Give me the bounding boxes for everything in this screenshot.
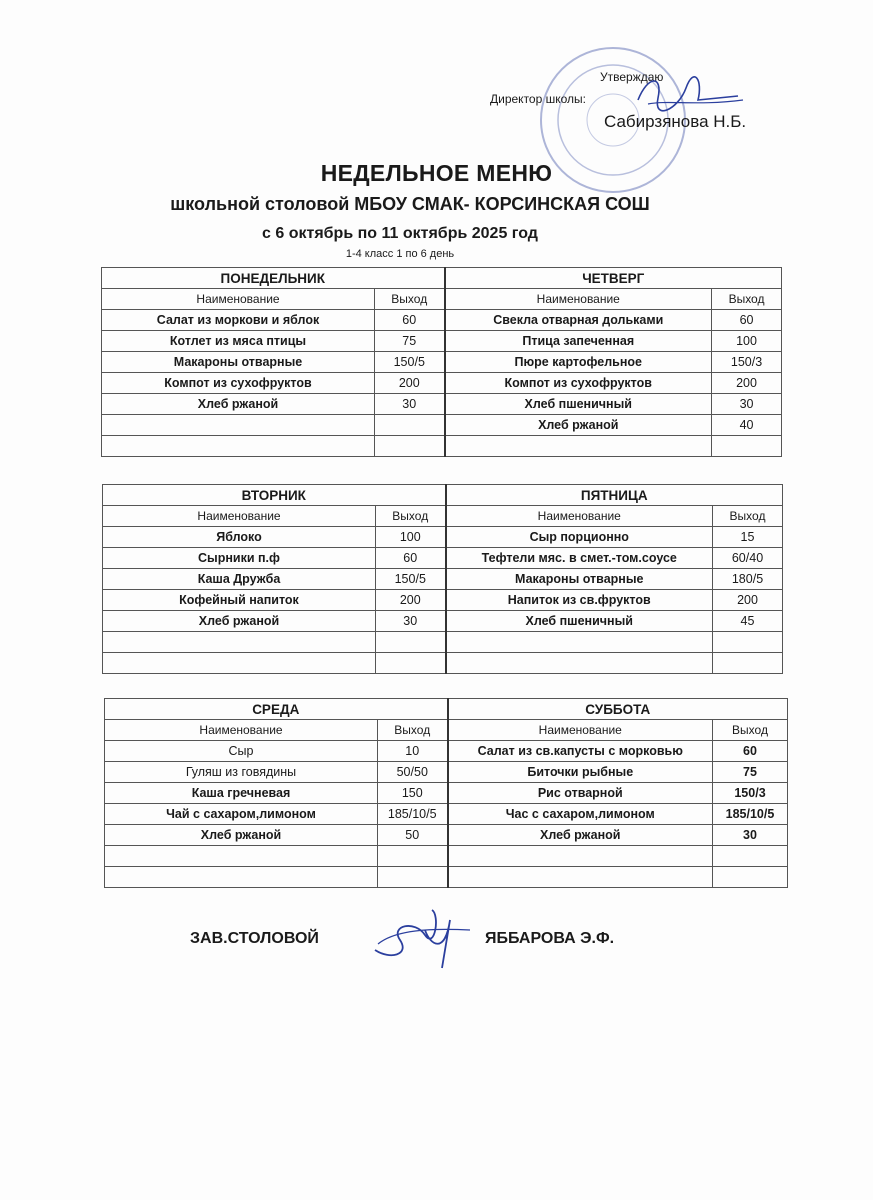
day-header-row (105, 699, 788, 720)
dish-output-cell: 60 (713, 741, 788, 762)
dish-name-cell (105, 867, 378, 888)
dish-name-cell (105, 846, 378, 867)
dish-output-cell: 150 (378, 783, 448, 804)
dish-name-cell: Рис отварной (448, 783, 713, 804)
dish-output-cell: 50 (378, 825, 448, 846)
dish-name-cell: Салат из моркови и яблок (102, 310, 375, 331)
dish-name-cell (448, 846, 713, 867)
menu-table-wed-sat (104, 698, 788, 888)
dish-output-cell: 30 (376, 611, 446, 632)
column-output-header: Выход (713, 720, 788, 741)
dish-output-cell: 150/3 (713, 783, 788, 804)
menu-table-mon-thu (101, 267, 782, 457)
dish-name-cell: Тефтели мяс. в смет.-том.соусе (446, 548, 713, 569)
day-left: СРЕДА (105, 699, 448, 720)
dish-output-cell: 60 (375, 310, 445, 331)
day-right: СУББОТА (448, 699, 788, 720)
dish-output-cell (713, 846, 788, 867)
dish-name-cell: Хлеб пшеничный (445, 394, 712, 415)
dish-output-cell (375, 436, 445, 457)
dish-name-cell: Компот из сухофруктов (102, 373, 375, 394)
table-row (103, 590, 783, 611)
dish-name-cell: Каша Дружба (103, 569, 376, 590)
column-header-row (105, 720, 788, 741)
dish-output-cell: 185/10/5 (378, 804, 448, 825)
table-row (102, 310, 782, 331)
column-name-header: Наименование (445, 289, 712, 310)
table-row (103, 548, 783, 569)
dish-name-cell: Салат из св.капусты с морковью (448, 741, 713, 762)
dish-output-cell: 40 (712, 415, 782, 436)
dish-output-cell: 30 (713, 825, 788, 846)
dish-name-cell: Свекла отварная дольками (445, 310, 712, 331)
dish-output-cell: 60 (376, 548, 446, 569)
table-row (105, 846, 788, 867)
dish-name-cell: Хлеб ржаной (103, 611, 376, 632)
dish-name-cell (448, 867, 713, 888)
page-title: НЕДЕЛЬНОЕ МЕНЮ (320, 160, 553, 186)
dish-name-cell (103, 653, 376, 674)
day-header-row (103, 485, 783, 506)
dish-name-cell: Котлет из мяса птицы (102, 331, 375, 352)
column-output-header: Выход (375, 289, 445, 310)
dish-output-cell: 200 (375, 373, 445, 394)
dish-output-cell: 10 (378, 741, 448, 762)
menu-table-tue-fri (102, 484, 783, 674)
table-row (102, 394, 782, 415)
dish-output-cell: 30 (712, 394, 782, 415)
dish-output-cell (713, 867, 788, 888)
dish-output-cell: 30 (375, 394, 445, 415)
column-output-header: Выход (376, 506, 446, 527)
table-row (103, 569, 783, 590)
page-subtitle: школьной столовой МБОУ СМАК- КОРСИНСКАЯ СОШ (170, 194, 650, 214)
dish-output-cell: 45 (713, 611, 783, 632)
dish-name-cell: Хлеб ржаной (445, 415, 712, 436)
dish-output-cell: 200 (712, 373, 782, 394)
approve-word: Утверждаю (600, 70, 664, 84)
dish-name-cell: Сырники п.ф (103, 548, 376, 569)
dish-name-cell: Хлеб ржаной (102, 394, 375, 415)
canteen-head-signature (370, 900, 480, 970)
table-row (102, 436, 782, 457)
table-row (103, 611, 783, 632)
dish-output-cell: 60 (712, 310, 782, 331)
column-output-header: Выход (713, 506, 783, 527)
dish-output-cell: 150/3 (712, 352, 782, 373)
dish-name-cell: Птица запеченная (445, 331, 712, 352)
day-left: ВТОРНИК (103, 485, 446, 506)
dish-output-cell: 100 (376, 527, 446, 548)
dish-name-cell: Компот из сухофруктов (445, 373, 712, 394)
dish-name-cell: Сыр порционно (446, 527, 713, 548)
dish-output-cell: 185/10/5 (713, 804, 788, 825)
dish-name-cell: Макароны отварные (102, 352, 375, 373)
table-row (105, 867, 788, 888)
table-row (103, 653, 783, 674)
day-right: ЧЕТВЕРГ (445, 268, 782, 289)
column-name-header: Наименование (102, 289, 375, 310)
dish-output-cell: 50/50 (378, 762, 448, 783)
dish-output-cell: 200 (713, 590, 783, 611)
table-row (105, 741, 788, 762)
dish-output-cell: 180/5 (713, 569, 783, 590)
table-row (103, 632, 783, 653)
dish-output-cell: 200 (376, 590, 446, 611)
column-output-header: Выход (378, 720, 448, 741)
table-row (102, 373, 782, 394)
dish-output-cell (378, 846, 448, 867)
dish-name-cell (446, 632, 713, 653)
dish-output-cell: 75 (713, 762, 788, 783)
dish-name-cell: Напиток из св.фруктов (446, 590, 713, 611)
dish-output-cell: 15 (713, 527, 783, 548)
class-line: 1-4 класс 1 по 6 день (345, 248, 455, 260)
dish-name-cell: Хлеб ржаной (448, 825, 713, 846)
dish-name-cell (102, 436, 375, 457)
canteen-head-name: ЯББАРОВА Э.Ф. (485, 930, 615, 947)
column-name-header: Наименование (448, 720, 713, 741)
day-left: ПОНЕДЕЛЬНИК (102, 268, 445, 289)
day-header-row (102, 268, 782, 289)
column-header-row (102, 289, 782, 310)
table-row (105, 783, 788, 804)
dish-output-cell: 60/40 (713, 548, 783, 569)
date-range: с 6 октябрь по 11 октябрь 2025 год (262, 225, 538, 242)
day-right: ПЯТНИЦА (446, 485, 783, 506)
dish-name-cell: Яблоко (103, 527, 376, 548)
director-label: Директор школы: (490, 92, 586, 106)
dish-name-cell (445, 436, 712, 457)
column-name-header: Наименование (446, 506, 713, 527)
column-header-row (103, 506, 783, 527)
table-row (102, 352, 782, 373)
table-row (103, 527, 783, 548)
dish-output-cell: 150/5 (375, 352, 445, 373)
dish-name-cell: Пюре картофельное (445, 352, 712, 373)
table-row (105, 804, 788, 825)
dish-output-cell (376, 653, 446, 674)
column-name-header: Наименование (105, 720, 378, 741)
dish-name-cell: Сыр (105, 741, 378, 762)
dish-output-cell: 100 (712, 331, 782, 352)
table-row (105, 825, 788, 846)
dish-name-cell (103, 632, 376, 653)
dish-name-cell: Хлеб ржаной (105, 825, 378, 846)
director-name: Сабирзянова Н.Б. (604, 112, 747, 131)
dish-output-cell (378, 867, 448, 888)
table-row (102, 415, 782, 436)
dish-name-cell: Чай с сахаром,лимоном (105, 804, 378, 825)
dish-name-cell: Макароны отварные (446, 569, 713, 590)
dish-output-cell: 150/5 (376, 569, 446, 590)
dish-output-cell (713, 653, 783, 674)
dish-name-cell: Биточки рыбные (448, 762, 713, 783)
column-name-header: Наименование (103, 506, 376, 527)
dish-output-cell (713, 632, 783, 653)
table-row (102, 331, 782, 352)
table-row (105, 762, 788, 783)
dish-name-cell (102, 415, 375, 436)
dish-output-cell (376, 632, 446, 653)
dish-output-cell (712, 436, 782, 457)
dish-name-cell: Каша гречневая (105, 783, 378, 804)
dish-name-cell (446, 653, 713, 674)
dish-output-cell (375, 415, 445, 436)
dish-name-cell: Хлеб пшеничный (446, 611, 713, 632)
dish-output-cell: 75 (375, 331, 445, 352)
dish-name-cell: Кофейный напиток (103, 590, 376, 611)
column-output-header: Выход (712, 289, 782, 310)
canteen-head-label: ЗАВ.СТОЛОВОЙ (190, 930, 319, 947)
dish-name-cell: Гуляш из говядины (105, 762, 378, 783)
dish-name-cell: Час с сахаром,лимоном (448, 804, 713, 825)
